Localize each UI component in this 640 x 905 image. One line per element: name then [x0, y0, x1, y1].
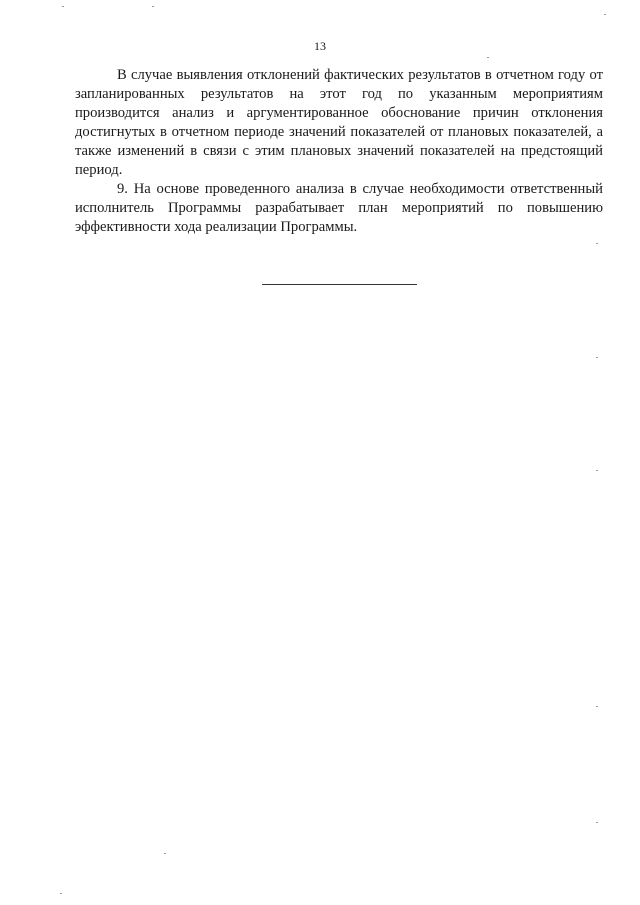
scan-speck [596, 470, 598, 471]
paragraph-deviation-analysis: В случае выявления отклонений фактических результатов в отчетном году от запланированных результатов на этот год по указанным мероприятиям производится анализ и аргументированное обоснование причин отклонения достигнутых в отчетном периоде значений показателей от плановых показателей, а также изменений в связи с этим плановых значений показателей на предстоящий период. [75, 67, 603, 178]
page-number: 13 [314, 39, 326, 53]
scan-speck [604, 14, 606, 15]
end-divider [262, 284, 417, 285]
scan-speck [596, 706, 598, 707]
scan-speck [596, 822, 598, 823]
scan-speck [487, 57, 489, 58]
scan-speck [152, 6, 154, 7]
scan-speck [62, 6, 64, 7]
scan-speck [164, 853, 166, 854]
document-body [75, 66, 603, 237]
paragraph-action-plan: 9. На основе проведенного анализа в случае необходимости ответственный исполнитель Программы разрабатывает план мероприятий по повышению эффективности хода реализации Программы. [75, 181, 603, 235]
scan-speck [596, 357, 598, 358]
scan-speck [60, 893, 62, 894]
scan-speck [596, 243, 598, 244]
